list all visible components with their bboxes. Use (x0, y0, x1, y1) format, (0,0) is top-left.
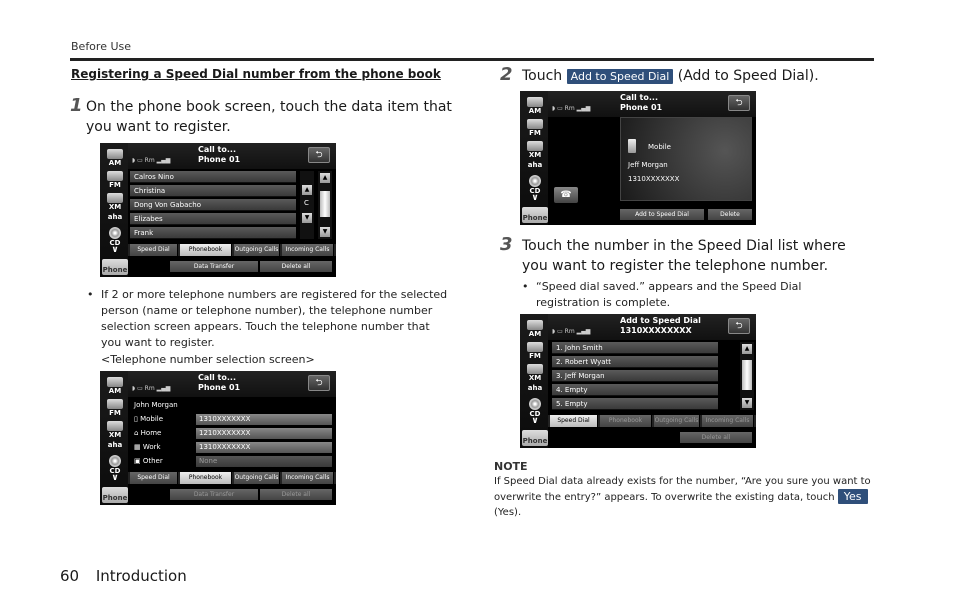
step-3-bullet: • “Speed dial saved.” appears and the Speed Dial registration is complete. (522, 280, 802, 309)
yes-button-label: Yes (838, 489, 868, 504)
speed-dial-list-screen (520, 314, 756, 448)
signal-icon: ◗ ▭ Rm ▂▄▆ (132, 157, 171, 164)
tab-phonebook[interactable]: Phonebook (180, 472, 232, 484)
speed-dial-title: Add to Speed Dial 1310XXXXXXXX (620, 316, 701, 335)
phone-button[interactable]: Phone (522, 430, 548, 446)
aha-button[interactable]: aha (527, 161, 543, 169)
source-bar (100, 143, 128, 277)
cd-button[interactable]: CD (102, 227, 128, 247)
detail-type: Mobile (648, 143, 671, 151)
scroll-up-icon[interactable]: ▲ (742, 344, 752, 354)
page-number: 60 (60, 567, 80, 585)
aha-button[interactable]: aha (527, 384, 543, 392)
detail-panel (620, 117, 752, 201)
call-title: Call to... Phone 01 (620, 93, 663, 112)
tab-speed-dial[interactable]: Speed Dial (550, 415, 598, 427)
type-work: ▦ Work (134, 443, 161, 451)
running-header: Before Use (71, 40, 132, 53)
note-text: If Speed Dial data already exists for the number, “Are you sure you want to overwrite the entry?” appears. To overwrite the existing data, touch Yes (Yes). (494, 476, 871, 518)
data-transfer-button[interactable]: Data Transfer (170, 261, 258, 272)
step-1-bullet: • If 2 or more telephone numbers are registered for the selected person (name or telephone number), the telephone number selection screen appears. Touch the telephone number that you want to register. (87, 288, 448, 349)
aha-button[interactable]: aha (107, 441, 123, 449)
number-button[interactable]: 1310XXXXXXX (196, 442, 332, 453)
tab-outgoing-calls[interactable]: Outgoing Calls (234, 472, 280, 484)
type-other: ▣ Other (134, 457, 163, 465)
am-button[interactable]: AM (102, 377, 128, 395)
step-1-text: On the phone book screen, touch the data item that you want to register. (86, 99, 452, 135)
delete-all-button: Delete all (680, 432, 752, 443)
cd-button[interactable]: CD (102, 455, 128, 475)
step-2-suffix: (Add to Speed Dial). (677, 68, 819, 84)
xm-button[interactable]: XM (102, 193, 128, 211)
scroll-down-icon[interactable]: ▼ (320, 227, 330, 237)
signal-icon: ◗ ▭ Rm ▂▄▆ (552, 105, 591, 112)
detail-name: Jeff Morgan (628, 161, 668, 169)
contact-row[interactable]: Frank (130, 227, 296, 239)
data-transfer-button: Data Transfer (170, 489, 258, 500)
type-home: ⌂ Home (134, 429, 162, 437)
step-2-prefix: Touch (522, 68, 563, 84)
call-title: Call to... Phone 01 (198, 145, 241, 164)
chapter-title: Introduction (95, 567, 187, 585)
number-button[interactable]: 1210XXXXXXX (196, 428, 332, 439)
contact-row[interactable]: Elizabes (130, 213, 296, 225)
index-letter: C (304, 199, 309, 207)
phonebook-screen (100, 143, 336, 277)
step-2 (500, 64, 872, 86)
status-bar (128, 371, 336, 397)
am-button[interactable]: AM (522, 97, 548, 115)
step-1 (70, 95, 466, 137)
source-bar (520, 91, 548, 225)
number-button-none: None (196, 456, 332, 467)
scroll-down-icon[interactable]: ▼ (742, 398, 752, 408)
contact-name: John Morgan (134, 401, 178, 409)
scroll-thumb[interactable] (320, 191, 330, 217)
delete-all-button[interactable]: Delete all (260, 261, 332, 272)
back-icon[interactable]: ⮌ (308, 375, 330, 391)
add-to-speed-dial-label: Add to Speed Dial (567, 69, 674, 84)
section-title: Registering a Speed Dial number from the phone book (71, 67, 441, 81)
tab-incoming-calls[interactable]: Incoming Calls (282, 244, 334, 256)
chevron-down-icon[interactable]: ∨ (531, 416, 539, 426)
call-title: Call to... Phone 01 (198, 373, 241, 392)
number-selection-screen (100, 371, 336, 505)
cd-button[interactable]: CD (522, 398, 548, 418)
status-bar (548, 314, 756, 340)
speed-dial-entry[interactable]: 4. Empty (552, 384, 718, 396)
am-button[interactable]: AM (522, 320, 548, 338)
fm-button[interactable]: FM (522, 342, 548, 360)
up-arrow-icon[interactable]: ▲ (302, 185, 312, 195)
fm-button[interactable]: FM (102, 171, 128, 189)
tab-speed-dial[interactable]: Speed Dial (130, 472, 178, 484)
tab-bar (128, 244, 336, 256)
note-title: NOTE (494, 460, 528, 473)
step-3 (500, 234, 872, 276)
add-to-speed-dial-button[interactable]: Add to Speed Dial (620, 209, 704, 220)
xm-button[interactable]: XM (102, 421, 128, 439)
page-footer (60, 567, 187, 585)
phone-button[interactable]: Phone (102, 259, 128, 275)
back-icon[interactable]: ⮌ (728, 318, 750, 334)
fm-button[interactable]: FM (522, 119, 548, 137)
chevron-down-icon[interactable]: ∨ (531, 193, 539, 203)
step-3-text: Touch the number in the Speed Dial list where you want to register the telephone number. (522, 238, 846, 274)
tab-incoming-calls[interactable]: Incoming Calls (282, 472, 334, 484)
number-button[interactable]: 1310XXXXXXX (196, 414, 332, 425)
status-bar (548, 91, 756, 117)
xm-button[interactable]: XM (522, 141, 548, 159)
scroll-up-icon[interactable]: ▲ (320, 173, 330, 183)
step-1-number: 1 (70, 95, 83, 116)
speed-dial-entry[interactable]: 2. Robert Wyatt (552, 356, 718, 368)
scrollbar[interactable] (318, 171, 332, 239)
index-scroll[interactable] (300, 171, 314, 239)
back-icon[interactable]: ⮌ (308, 147, 330, 163)
down-arrow-icon[interactable]: ▼ (302, 213, 312, 223)
status-bar (128, 143, 336, 169)
back-icon[interactable]: ⮌ (728, 95, 750, 111)
signal-icon: ◗ ▭ Rm ▂▄▆ (552, 328, 591, 335)
tab-bar (548, 415, 756, 427)
step-2-number: 2 (500, 64, 513, 85)
contact-detail-screen (520, 91, 756, 225)
scrollbar[interactable] (740, 342, 754, 410)
chevron-down-icon[interactable]: ∨ (111, 245, 119, 255)
signal-icon: ◗ ▭ Rm ▂▄▆ (132, 385, 171, 392)
delete-all-button: Delete all (260, 489, 332, 500)
source-bar (520, 314, 548, 448)
tab-incoming-calls: Incoming Calls (702, 415, 754, 427)
scroll-thumb[interactable] (742, 360, 752, 390)
selection-caption: <Telephone number selection screen> (101, 353, 315, 366)
tab-outgoing-calls: Outgoing Calls (654, 415, 700, 427)
contact-row[interactable]: Christina (130, 185, 296, 197)
tab-speed-dial[interactable]: Speed Dial (130, 244, 178, 256)
tab-outgoing-calls[interactable]: Outgoing Calls (234, 244, 280, 256)
am-button[interactable]: AM (102, 149, 128, 167)
delete-button[interactable]: Delete (708, 209, 752, 220)
phone-button[interactable]: Phone (102, 487, 128, 503)
speed-dial-entry[interactable]: 3. Jeff Morgan (552, 370, 718, 382)
tab-phonebook: Phonebook (600, 415, 652, 427)
chevron-down-icon[interactable]: ∨ (111, 473, 119, 483)
fm-button[interactable]: FM (102, 399, 128, 417)
source-bar (100, 371, 128, 505)
tab-phonebook[interactable]: Phonebook (180, 244, 232, 256)
step-3-number: 3 (500, 234, 513, 255)
mobile-phone-icon (628, 139, 636, 153)
contact-row[interactable]: Dong Von Gabacho (130, 199, 296, 211)
cd-button[interactable]: CD (522, 175, 548, 195)
speed-dial-entry[interactable]: 1. John Smith (552, 342, 718, 354)
phone-button[interactable]: Phone (522, 207, 548, 223)
aha-button[interactable]: aha (107, 213, 123, 221)
call-handset-icon[interactable]: ☎ (554, 187, 578, 203)
tab-bar (128, 472, 336, 484)
speed-dial-entry[interactable]: 5. Empty (552, 398, 718, 410)
header-rule (70, 58, 874, 61)
contact-row[interactable]: Calros Nino (130, 171, 296, 183)
type-mobile: ▯ Mobile (134, 415, 164, 423)
detail-number: 1310XXXXXXX (628, 175, 680, 183)
xm-button[interactable]: XM (522, 364, 548, 382)
